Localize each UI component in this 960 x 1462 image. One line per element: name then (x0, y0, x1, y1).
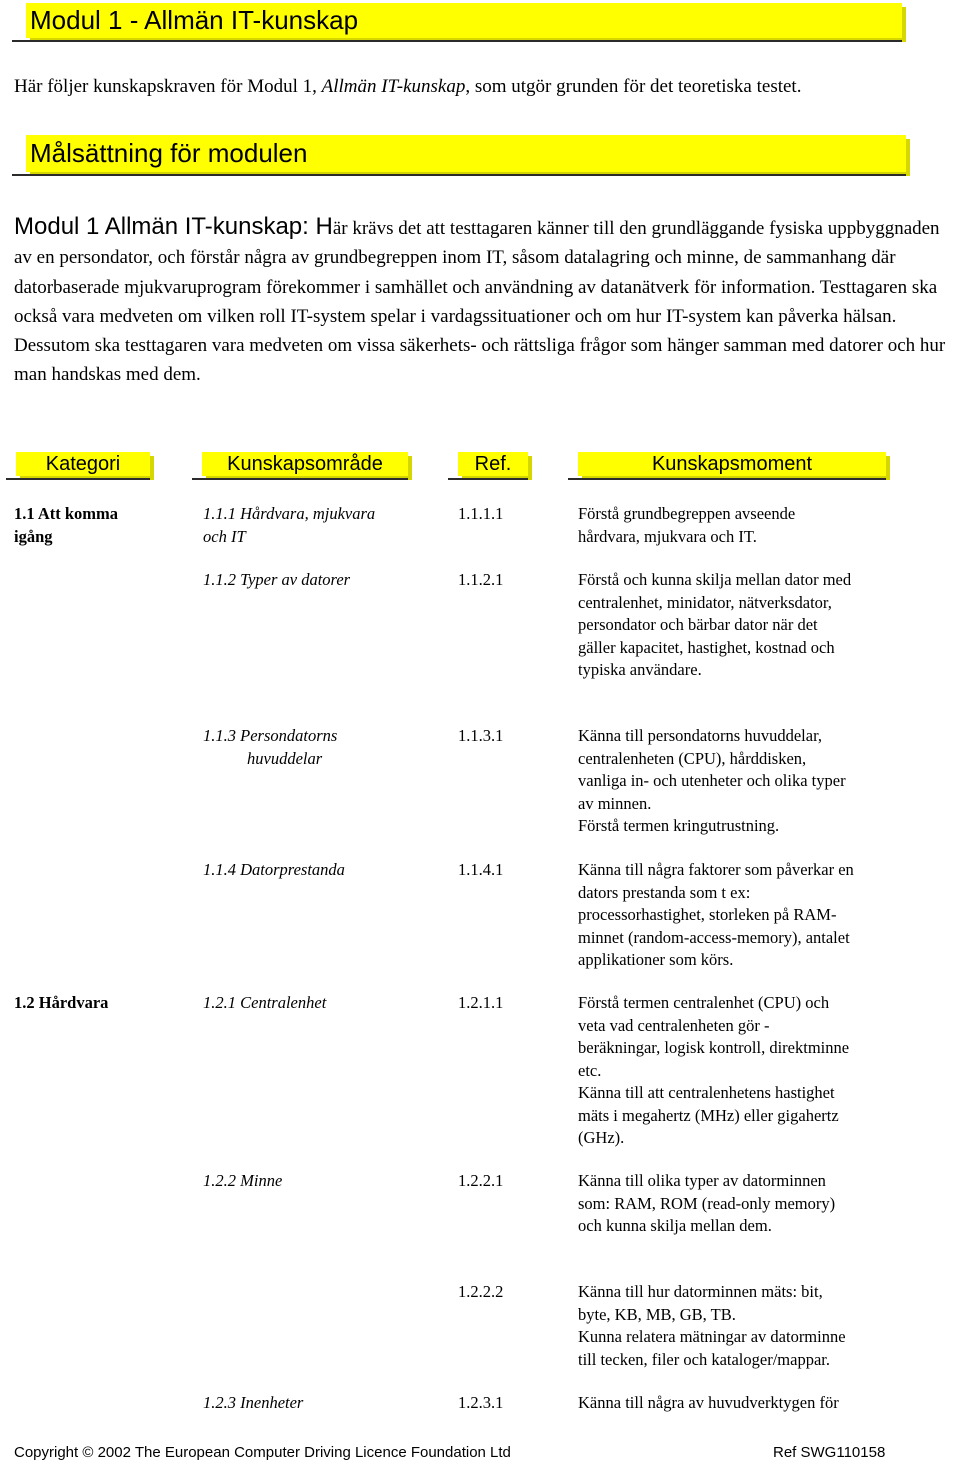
row-5-category (14, 992, 164, 1015)
moment-line: typiska användare. (578, 660, 702, 679)
row-7-moment (578, 1281, 918, 1371)
row-8-moment (578, 1392, 918, 1415)
area-line: 1.1.3 Persondatorns (203, 726, 338, 745)
row-1-area (203, 503, 443, 548)
area-line: 1.2.3 Inenheter (203, 1393, 304, 1412)
area-line: 1.1.1 Hårdvara, mjukvara (203, 504, 376, 523)
area-line: huvuddelar (247, 748, 323, 768)
header-knowledge-area: Kunskapsområde (202, 452, 408, 476)
row-5-area (203, 992, 443, 1015)
moment-line: av minnen. (578, 793, 652, 813)
moment-line: som: RAM, ROM (read-only memory) (578, 1193, 836, 1213)
moment-line: gäller kapacitet, hastighet, kostnad och (578, 637, 835, 657)
moment-line: Känna till några faktorer som påverkar en (578, 860, 854, 879)
moment-line: centralenheten (CPU), hårddisken, (578, 748, 807, 768)
moment-line: Kunna relatera mätningar av datorminne (578, 1327, 846, 1346)
intro-text-after: , som utgör grunden för det teoretiska testet. (465, 76, 802, 97)
moment-line: processorhastighet, storleken på RAM- (578, 905, 837, 924)
moment-line: Känna till att centralenhetens hastighet (578, 1083, 835, 1102)
moment-line: Känna till några av huvudverktygen för (578, 1393, 839, 1412)
moment-line: Känna till olika typer av datorminnen (578, 1171, 826, 1190)
row-3-moment (578, 725, 918, 838)
category-line: 1.1 Att komma (14, 504, 119, 523)
row-4-moment (578, 859, 918, 972)
description-lead: Modul 1 Allmän IT-kunskap: H (14, 213, 333, 240)
moment-line: veta vad centralenheten gör - (578, 1015, 770, 1035)
header-knowledge-item: Kunskapsmoment (578, 452, 886, 476)
row-6-area (203, 1170, 443, 1193)
area-line: 1.1.4 Datorprestanda (203, 860, 345, 879)
row-2-ref: 1.1.2.1 (458, 570, 504, 589)
row-1-moment (578, 503, 918, 548)
header-ref: Ref. (458, 452, 528, 476)
moment-line: persondator och bärbar dator när det (578, 615, 818, 634)
row-7-ref: 1.2.2.2 (458, 1282, 504, 1301)
moment-line: applikationer som körs. (578, 950, 734, 969)
category-line: 1.2 Hårdvara (14, 993, 109, 1012)
moment-line: dators prestanda som t ex: (578, 882, 751, 902)
row-5-moment (578, 992, 918, 1150)
moment-line: till tecken, filer och kataloger/mappar. (578, 1349, 830, 1369)
row-3-ref: 1.1.3.1 (458, 726, 504, 745)
area-line: 1.1.2 Typer av datorer (203, 570, 351, 589)
goal-heading: Målsättning för modulen (26, 135, 906, 172)
category-line: igång (14, 526, 53, 546)
row-1-ref: 1.1.1.1 (458, 504, 504, 523)
row-2-moment (578, 569, 918, 682)
moment-line: minnet (random-access-memory), antalet (578, 927, 850, 947)
moment-line: Förstå termen centralenhet (CPU) och (578, 993, 830, 1012)
module-description (14, 212, 954, 390)
row-4-area (203, 859, 443, 882)
moment-line: beräkningar, logisk kontroll, direktminne (578, 1038, 850, 1057)
row-1-category (14, 503, 164, 548)
module-title: Modul 1 - Allmän IT-kunskap (26, 3, 902, 38)
row-8-area (203, 1392, 443, 1415)
moment-line: och kunna skilja mellan dem. (578, 1216, 772, 1235)
moment-line: byte, KB, MB, GB, TB. (578, 1304, 736, 1324)
moment-line: Känna till hur datorminnen mäts: bit, (578, 1282, 823, 1301)
row-6-ref: 1.2.2.1 (458, 1171, 504, 1190)
moment-line: Förstå grundbegreppen avseende (578, 504, 796, 523)
intro-paragraph (14, 73, 801, 101)
moment-line: Känna till persondatorns huvuddelar, (578, 726, 823, 745)
intro-text-italic: Allmän IT-kunskap (321, 76, 466, 97)
moment-line: centralenhet, minidator, nätverksdator, (578, 592, 832, 612)
row-2-area (203, 569, 443, 592)
row-6-moment (578, 1170, 918, 1238)
moment-line: Förstå termen kringutrustning. (578, 816, 780, 835)
row-8-ref: 1.2.3.1 (458, 1393, 504, 1412)
intro-text-before: Här följer kunskapskraven för Modul 1, (14, 76, 322, 97)
description-body: är krävs det att testtagaren känner till den grundläggande fysiska uppbyggnaden av en persondator, och förstår några av grundbegreppen inom IT, såsom datalagring och minne, de sammanhang där datorbaserade mjukvaruprogram förekommer i samhället och användning av datanätverk för information. Testtagaren ska också vara medveten om vilken roll IT-system spelar i vardagssituationer och om hur IT-system kan påverka hälsan. Dessutom ska testtagaren vara medveten om vissa säkerhets- och rättsliga frågor som hänger samman med datorer och hur man handskas med dem. (14, 218, 946, 386)
moment-line: Förstå och kunna skilja mellan dator med (578, 570, 852, 589)
row-4-ref: 1.1.4.1 (458, 860, 504, 879)
header-category: Kategori (16, 452, 150, 476)
row-3-area (203, 725, 443, 770)
area-line: 1.2.1 Centralenhet (203, 993, 327, 1012)
moment-line: etc. (578, 1060, 602, 1080)
moment-line: vanliga in- och utenheter och olika typer (578, 771, 846, 790)
row-5-ref: 1.2.1.1 (458, 993, 504, 1012)
footer-copyright: Copyright © 2002 The European Computer Driving Licence Foundation Ltd (14, 1444, 511, 1461)
area-line: och IT (203, 526, 246, 546)
footer-reference: Ref SWG110158 (773, 1444, 886, 1461)
moment-line: (GHz). (578, 1128, 625, 1147)
area-line: 1.2.2 Minne (203, 1171, 283, 1190)
moment-line: hårdvara, mjukvara och IT. (578, 526, 757, 546)
moment-line: mäts i megahertz (MHz) eller gigahertz (578, 1105, 839, 1125)
